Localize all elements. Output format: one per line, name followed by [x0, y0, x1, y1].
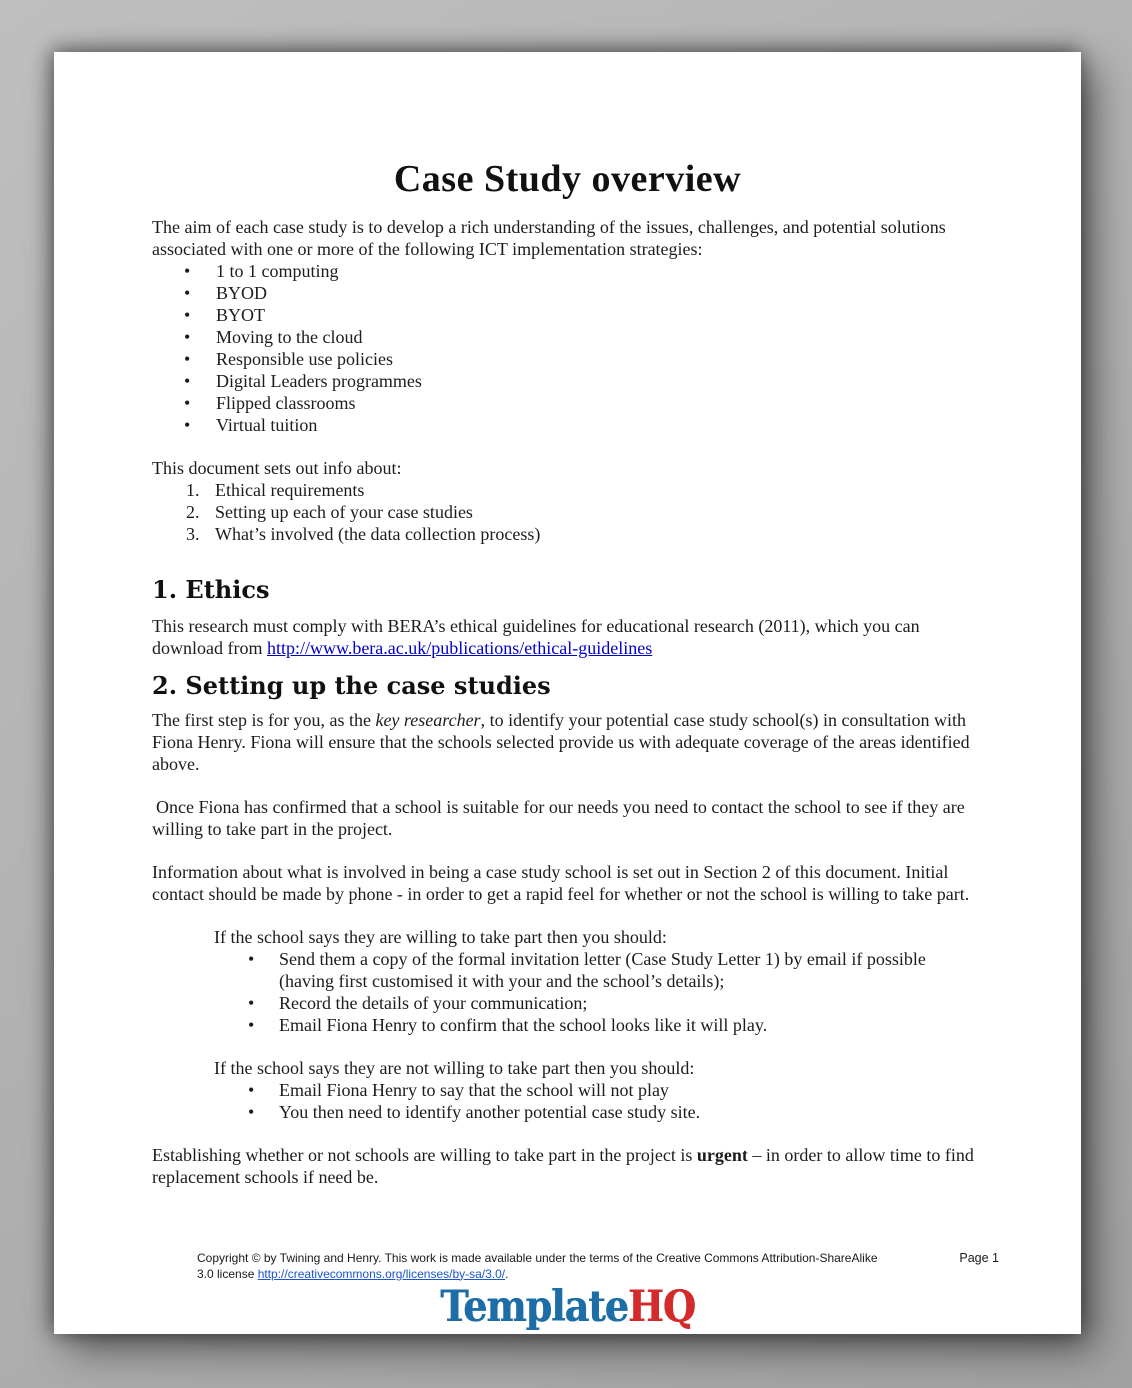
list-item: • Flipped classrooms [152, 392, 983, 414]
bera-guidelines-link[interactable]: http://www.bera.ac.uk/publications/ethical-guidelines [266, 638, 653, 658]
closing-text-start: Establishing whether or not schools are willing to take part in the project is [152, 1145, 697, 1165]
ethics-text: This research must comply with BERA’s ethical guidelines for educational research (2011), which you can download from [152, 616, 920, 658]
creative-commons-link[interactable]: http://creativecommons.org/licenses/by-sa/3.0/ [257, 1266, 506, 1281]
list-item: • Record the details of your communication; [152, 992, 983, 1014]
intro-paragraph: The aim of each case study is to develop a rich understanding of the issues, challenges, and potential solutions associated with one or more of the following ICT implementation strategies: [152, 217, 946, 259]
section-heading-ethics: 1. Ethics [152, 575, 270, 604]
list-item: • Responsible use policies [152, 348, 983, 370]
list-item: • BYOT [152, 304, 983, 326]
copyright-notice [197, 1251, 957, 1282]
list-item: • Moving to the cloud [152, 326, 983, 348]
list-item: • BYOD [152, 282, 983, 304]
setup-p1-start: The first step is for you, as the [152, 710, 376, 730]
ethics-paragraph [152, 615, 983, 659]
willing-actions-list [152, 948, 983, 1036]
closing-text-end: – in order to allow time to find replacement schools if need be. [152, 1145, 974, 1187]
logo-hq-text: HQ [627, 1280, 695, 1331]
setup-paragraph-1 [152, 709, 983, 775]
setup-p1-end: , to identify your potential case study school(s) in consultation with Fiona Henry. Fiona will ensure that the schools selected provide us with adequate coverage of the areas identified above. [152, 710, 970, 774]
list-item: • 1 to 1 computing [152, 260, 983, 282]
copyright-period: . [505, 1266, 509, 1281]
document-page [54, 52, 1081, 1334]
page-title: Case Study overview [393, 158, 742, 200]
list-item: Setting up each of your case studies [215, 502, 473, 522]
page-footer [54, 1251, 1081, 1331]
section-heading-setup: 2. Setting up the case studies [152, 671, 551, 700]
list-item: Ethical requirements [215, 480, 365, 500]
list-item: What’s involved (the data collection process) [215, 524, 541, 544]
doc-info-list [152, 479, 983, 545]
list-item: • Digital Leaders programmes [152, 370, 983, 392]
list-item: • You then need to identify another potential case study site. [152, 1101, 983, 1123]
closing-paragraph [152, 1144, 983, 1188]
templatehq-wordmark [440, 1281, 695, 1331]
list-item: • Virtual tuition [152, 414, 983, 436]
urgent-bold: urgent [696, 1145, 748, 1165]
templatehq-logo [54, 1280, 1081, 1331]
copyright-line1: Copyright © by Twining and Henry. This work is made available under the terms of the Creative Commons Attribution-ShareAlike [197, 1251, 878, 1265]
setup-paragraph-3: Information about what is involved in being a case study school is set out in Section 2 of this document. Initial contact should be made by phone - in order to get a rapid feel for whether or not the school is willing to take part. [152, 862, 970, 904]
key-researcher-italic: key researcher [375, 710, 481, 730]
not-willing-intro: If the school says they are not willing to take part then you should: [214, 1058, 695, 1078]
copyright-line2-prefix: 3.0 license [197, 1266, 258, 1281]
strategies-list [152, 260, 983, 436]
setup-paragraph-2: Once Fiona has confirmed that a school is suitable for our needs you need to contact the school to see if they are willing to take part in the project. [152, 797, 965, 839]
logo-template-text: Template [440, 1280, 628, 1331]
list-item: • Email Fiona Henry to say that the school will not play [152, 1079, 983, 1101]
list-item: • Email Fiona Henry to confirm that the school looks like it will play. [152, 1014, 983, 1036]
page-number: Page 1 [959, 1251, 999, 1265]
list-item: • Send them a copy of the formal invitation letter (Case Study Letter 1) by email if possible (having first customised it with your and the school’s details); [152, 948, 983, 992]
doc-info-intro: This document sets out info about: [152, 458, 402, 478]
willing-intro: If the school says they are willing to take part then you should: [214, 927, 667, 947]
not-willing-actions-list [152, 1079, 983, 1123]
